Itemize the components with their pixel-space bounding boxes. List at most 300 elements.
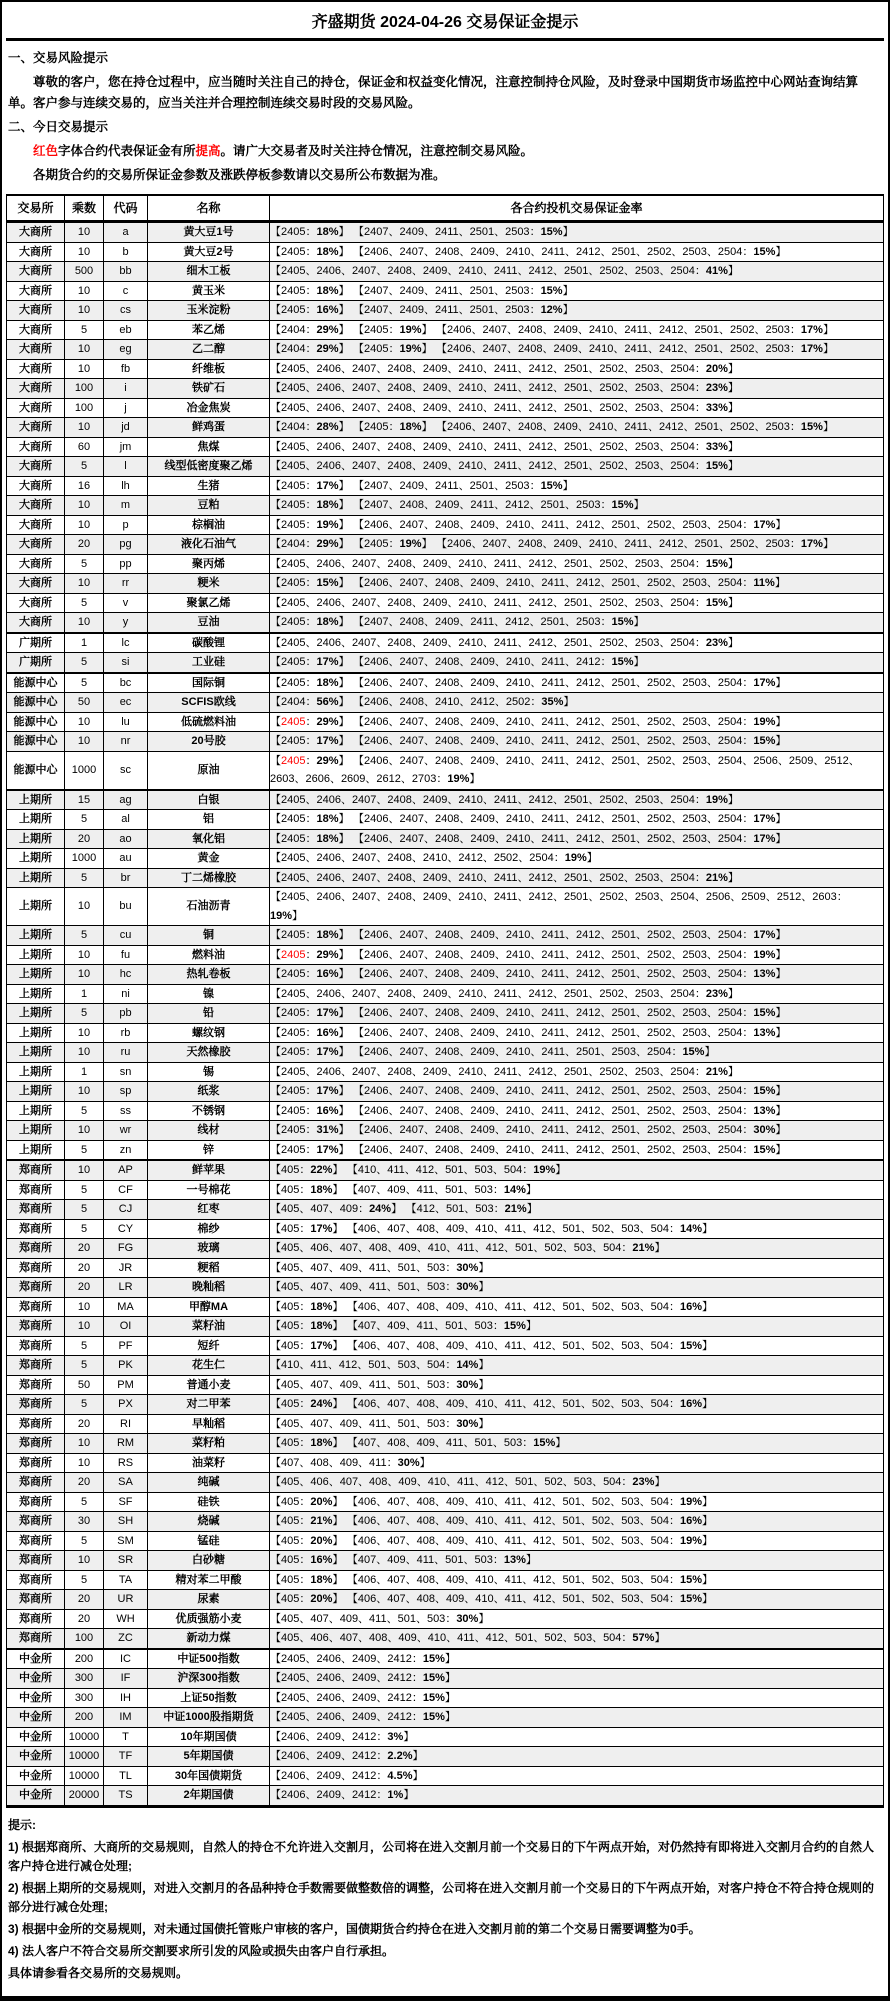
margin-segment: 【2405、2406、2409、2412：15%】 xyxy=(270,1672,456,1684)
margin-segment: 【2406、2407、2408、2409、2410、2411、2412、2501、2502、2503、2504：15%】 xyxy=(358,245,787,258)
exchange-cell: 上期所 xyxy=(7,926,65,946)
exchange-cell: 大商所 xyxy=(7,457,65,477)
margin-segment: 【2406、2407、2408、2409、2410、2411、2412、2501、2502、2503：17%】 xyxy=(441,323,834,336)
margin-rates-cell xyxy=(270,418,884,438)
raised-margin-contract: 2405 xyxy=(281,948,306,961)
table-row xyxy=(7,1453,884,1473)
exchange-cell: 郑商所 xyxy=(7,1297,65,1317)
margin-segment: 【2405、2406、2407、2408、2409、2410、2411、2412、2501、2502、2503、2504：41%】 xyxy=(270,265,739,277)
margin-rates-cell xyxy=(270,1317,884,1337)
code-cell: CJ xyxy=(104,1200,148,1220)
multiplier-cell: 100 xyxy=(65,379,104,399)
name-cell: 粳稻 xyxy=(148,1258,270,1278)
exchange-cell: 上期所 xyxy=(7,810,65,830)
margin-segment: 【2405、2406、2407、2408、2409、2410、2411、2412、2501、2502、2503、2504、2506、2509、2512、2603：19%】 xyxy=(270,891,848,922)
exchange-cell: 上期所 xyxy=(7,984,65,1004)
multiplier-cell: 10 xyxy=(65,732,104,752)
exchange-cell: 大商所 xyxy=(7,222,65,243)
table-row xyxy=(7,945,884,965)
name-cell: 油菜籽 xyxy=(148,1453,270,1473)
exchange-cell: 郑商所 xyxy=(7,1317,65,1337)
name-cell: 一号棉花 xyxy=(148,1180,270,1200)
multiplier-cell: 5 xyxy=(65,1200,104,1220)
name-cell: 沪深300指数 xyxy=(148,1669,270,1689)
exchange-cell: 中金所 xyxy=(7,1708,65,1728)
table-row xyxy=(7,1570,884,1590)
margin-segment: 【2406、2407、2408、2409、2410、2411、2412、2501、2502、2503、2504：19%】 xyxy=(358,715,787,728)
code-cell: IF xyxy=(104,1669,148,1689)
multiplier-cell: 10 xyxy=(65,1317,104,1337)
margin-segment: 【2406、2407、2408、2409、2410、2411、2412、2501、2502、2503、2504：13%】 xyxy=(358,1026,787,1039)
multiplier-cell: 5 xyxy=(65,1140,104,1160)
exchange-cell: 郑商所 xyxy=(7,1473,65,1493)
margin-segment: 【412、501、503：21%】 xyxy=(411,1203,538,1215)
margin-rates-cell xyxy=(270,535,884,555)
multiplier-cell: 10000 xyxy=(65,1747,104,1767)
margin-rates-cell xyxy=(270,379,884,399)
footer-title: 提示: xyxy=(8,1817,36,1832)
table-row xyxy=(7,1512,884,1532)
code-cell: jm xyxy=(104,437,148,457)
code-cell: T xyxy=(104,1727,148,1747)
table-row xyxy=(7,613,884,633)
multiplier-cell: 16 xyxy=(65,476,104,496)
margin-segment: 【2406、2407、2408、2409、2410、2411、2412、2501、2502、2503、2504：17%】 xyxy=(358,676,787,689)
table-row xyxy=(7,1219,884,1239)
margin-segment: 【2405：18%】 xyxy=(358,421,433,433)
margin-segment: 【2405、2406、2407、2408、2409、2410、2411、2412、2501、2502、2503、2504：15%】 xyxy=(270,557,739,570)
exchange-cell: 大商所 xyxy=(7,535,65,555)
margin-rates-cell xyxy=(270,1082,884,1102)
multiplier-cell: 10 xyxy=(65,1043,104,1063)
code-cell: hc xyxy=(104,965,148,985)
margin-segment: 【2405：18%】 xyxy=(270,245,350,258)
table-row xyxy=(7,515,884,535)
margin-rates-cell xyxy=(270,1180,884,1200)
exchange-cell: 上期所 xyxy=(7,1004,65,1024)
multiplier-cell: 5 xyxy=(65,1219,104,1239)
margin-rates-cell xyxy=(270,751,884,790)
table-row xyxy=(7,222,884,243)
table-row xyxy=(7,418,884,438)
code-cell: l xyxy=(104,457,148,477)
margin-segment: 【2407、2409、2411、2501、2503：15%】 xyxy=(358,284,574,297)
margin-rates-cell xyxy=(270,945,884,965)
margin-rates-cell xyxy=(270,1747,884,1767)
margin-rates-cell xyxy=(270,1414,884,1434)
exchange-cell: 上期所 xyxy=(7,790,65,810)
table-row xyxy=(7,593,884,613)
margin-segment: 【2405：17%】 xyxy=(270,479,350,492)
table-row xyxy=(7,1297,884,1317)
name-cell: 石油沥青 xyxy=(148,888,270,926)
table-row xyxy=(7,1786,884,1806)
margin-rates-cell xyxy=(270,653,884,673)
code-cell: pb xyxy=(104,1004,148,1024)
margin-segment: 【2405：18%】 xyxy=(270,499,350,511)
exchange-cell: 大商所 xyxy=(7,359,65,379)
code-cell: m xyxy=(104,496,148,516)
margin-rates-cell xyxy=(270,810,884,830)
table-row xyxy=(7,1043,884,1063)
name-cell: 氧化铝 xyxy=(148,829,270,849)
margin-segment: 【2406、2409、2412：2.2%】 xyxy=(270,1750,424,1762)
exchange-cell: 中金所 xyxy=(7,1727,65,1747)
name-cell: 焦煤 xyxy=(148,437,270,457)
margin-segment: 【2406、2407、2408、2409、2410、2411、2412、2501、2502、2503：17%】 xyxy=(441,343,834,355)
name-cell: 黄金 xyxy=(148,849,270,869)
name-cell: 纸浆 xyxy=(148,1082,270,1102)
code-cell: sc xyxy=(104,751,148,790)
multiplier-cell: 10 xyxy=(65,945,104,965)
margin-rates-cell xyxy=(270,262,884,282)
exchange-cell: 上期所 xyxy=(7,868,65,888)
footer-note-4: 4) 法人客户不符合交易所交割要求所引发的风险或损失由客户自行承担。 xyxy=(8,1943,395,1958)
margin-segment: 【2405、2406、2407、2408、2409、2410、2411、2412、2501、2502、2503、2504：15%】 xyxy=(270,596,739,609)
margin-segment: 【407、409、411、501、503：15%】 xyxy=(352,1320,537,1332)
margin-segment: 【2406、2407、2408、2409、2410、2411、2412、2501、2502、2503：17%】 xyxy=(441,538,834,550)
margin-segment: 【405、407、409、411、501、503：30%】 xyxy=(270,1378,490,1391)
multiplier-cell: 200 xyxy=(65,1649,104,1669)
margin-segment: 【2406、2407、2408、2409、2410、2411、2412、2501、2502、2503、2504：13%】 xyxy=(358,968,787,980)
params-paragraph: 各期货合约的交易所保证金参数及涨跌停板参数请以交易所公布数据为准。 xyxy=(33,168,446,182)
margin-segment: 【2406、2407、2408、2409、2410、2411、2412、2501、2502、2503、2504：15%】 xyxy=(358,1143,787,1156)
exchange-cell: 上期所 xyxy=(7,1062,65,1082)
margin-segment: 【2405：17%】 xyxy=(270,656,350,668)
code-cell: AP xyxy=(104,1160,148,1180)
margin-segment: 【2406、2409、2412：1%】 xyxy=(270,1789,415,1801)
margin-rates-cell xyxy=(270,1200,884,1220)
footer-note-2: 2) 根据上期所的交易规则，对进入交割月的各品种持仓手数需要做整数倍的调整，公司将在进入交割月前一个交易日的下午两点开始，对客户持仓不符合持仓规则的部分进行减仓处理; xyxy=(8,1880,875,1914)
table-row xyxy=(7,732,884,752)
name-cell: 低硫燃料油 xyxy=(148,712,270,732)
margin-segment: 【2406、2409、2412：4.5%】 xyxy=(270,1769,424,1782)
table-row xyxy=(7,340,884,360)
margin-segment: 【2405：16%】 xyxy=(270,968,350,980)
margin-segment: 【2407、2409、2411、2501、2503：15%】 xyxy=(358,226,574,238)
table-row xyxy=(7,1121,884,1141)
exchange-cell: 大商所 xyxy=(7,437,65,457)
margin-segment: 【2404：29%】 xyxy=(270,323,350,336)
table-row xyxy=(7,1356,884,1376)
multiplier-cell: 10 xyxy=(65,1297,104,1317)
table-row xyxy=(7,1551,884,1571)
margin-segment: 【2404：28%】 xyxy=(270,421,350,433)
name-cell: 尿素 xyxy=(148,1590,270,1610)
exchange-cell: 郑商所 xyxy=(7,1336,65,1356)
table-row xyxy=(7,1258,884,1278)
code-cell: CY xyxy=(104,1219,148,1239)
margin-segment: 【407、409、411、501、503：13%】 xyxy=(352,1554,537,1566)
table-row xyxy=(7,1434,884,1454)
table-row xyxy=(7,1727,884,1747)
margin-segment: 【2406、2407、2408、2409、2410、2411、2412、2501、2502、2503、2504：19%】 xyxy=(358,948,787,961)
table-row xyxy=(7,1766,884,1786)
margin-rates-cell xyxy=(270,222,884,243)
margin-rates-cell xyxy=(270,1395,884,1415)
margin-segment: 【405：18%】 xyxy=(270,1183,344,1196)
margin-rates-cell xyxy=(270,673,884,693)
exchange-cell: 郑商所 xyxy=(7,1492,65,1512)
margin-segment: 【410、411、412、501、503、504：14%】 xyxy=(270,1359,490,1371)
exchange-cell: 郑商所 xyxy=(7,1258,65,1278)
margin-segment: 【405：22%】 xyxy=(270,1164,344,1176)
multiplier-cell: 100 xyxy=(65,1629,104,1649)
margin-rates-cell xyxy=(270,1160,884,1180)
table-row xyxy=(7,1629,884,1649)
exchange-cell: 中金所 xyxy=(7,1766,65,1786)
multiplier-cell: 10 xyxy=(65,1434,104,1454)
name-cell: 铝 xyxy=(148,810,270,830)
table-row xyxy=(7,379,884,399)
exchange-cell: 能源中心 xyxy=(7,732,65,752)
exchange-cell: 上期所 xyxy=(7,829,65,849)
margin-segment: 【2405：17%】 xyxy=(270,1143,350,1156)
name-cell: 早籼稻 xyxy=(148,1414,270,1434)
table-row xyxy=(7,457,884,477)
footer-note-1: 1) 根据郑商所、大商所的交易规则，自然人的持仓不允许进入交割月，公司将在进入交割月前一个交易日的下午两点开始，对仍然持有即将进入交割月合约的自然人客户持仓进行减仓处理; xyxy=(8,1839,875,1873)
table-row xyxy=(7,693,884,713)
code-cell: j xyxy=(104,398,148,418)
multiplier-cell: 500 xyxy=(65,262,104,282)
exchange-cell: 郑商所 xyxy=(7,1512,65,1532)
code-cell: au xyxy=(104,849,148,869)
multiplier-cell: 5 xyxy=(65,1531,104,1551)
margin-rates-cell xyxy=(270,359,884,379)
name-cell: 铜 xyxy=(148,926,270,946)
margin-rates-cell xyxy=(270,574,884,594)
margin-rates-cell xyxy=(270,1570,884,1590)
name-cell: 液化石油气 xyxy=(148,535,270,555)
table-row xyxy=(7,712,884,732)
table-row xyxy=(7,301,884,321)
exchange-cell: 广期所 xyxy=(7,633,65,653)
margin-rates-cell xyxy=(270,1434,884,1454)
multiplier-cell: 5 xyxy=(65,1101,104,1121)
code-cell: sn xyxy=(104,1062,148,1082)
exchange-cell: 大商所 xyxy=(7,476,65,496)
table-row xyxy=(7,1200,884,1220)
margin-rates-cell xyxy=(270,340,884,360)
margin-rates-cell xyxy=(270,1258,884,1278)
margin-segment: 【2405：18%】 xyxy=(270,284,350,297)
name-cell: 碳酸锂 xyxy=(148,633,270,653)
exchange-cell: 上期所 xyxy=(7,849,65,869)
margin-segment: 【2406、2407、2408、2409、2410、2411、2412、2501、2502、2503、2504：15%】 xyxy=(358,1007,787,1019)
code-cell: lc xyxy=(104,633,148,653)
margin-rates-cell xyxy=(270,1590,884,1610)
code-cell: SM xyxy=(104,1531,148,1551)
table-row xyxy=(7,398,884,418)
multiplier-cell: 15 xyxy=(65,790,104,810)
name-cell: 聚氯乙烯 xyxy=(148,593,270,613)
margin-segment: 【2406、2407、2408、2409、2410、2411、2412、2501、2502、2503：15%】 xyxy=(441,421,834,433)
margin-segment: 【406、407、408、409、410、411、412、501、502、503、504：14%】 xyxy=(352,1222,713,1235)
code-cell: RI xyxy=(104,1414,148,1434)
margin-segment: 【2405：15%】 xyxy=(270,577,350,589)
today-paragraph-rest: 。请广大交易者及时关注持仓情况，注意控制交易风险。 xyxy=(220,144,534,158)
margin-segment: 【406、407、408、409、410、411、412、501、502、503、504：19%】 xyxy=(352,1534,713,1547)
name-cell: 10年期国债 xyxy=(148,1727,270,1747)
table-row xyxy=(7,1140,884,1160)
exchange-cell: 大商所 xyxy=(7,301,65,321)
name-cell: 中证500指数 xyxy=(148,1649,270,1669)
margin-segment: 【406、407、408、409、410、411、412、501、502、503、504：16%】 xyxy=(352,1300,713,1313)
exchange-cell: 郑商所 xyxy=(7,1278,65,1298)
name-cell: 不锈钢 xyxy=(148,1101,270,1121)
margin-segment: 【2405、2406、2407、2408、2409、2410、2411、2412、2501、2502、2503、2504：21%】 xyxy=(270,871,739,884)
margin-segment: 【405、407、409、411、501、503：30%】 xyxy=(270,1417,490,1430)
code-cell: IC xyxy=(104,1649,148,1669)
name-cell: 纯碱 xyxy=(148,1473,270,1493)
margin-segment: 【2405：29%】 xyxy=(270,715,350,728)
header-name: 名称 xyxy=(148,195,270,222)
exchange-cell: 上期所 xyxy=(7,1101,65,1121)
multiplier-cell: 10 xyxy=(65,1551,104,1571)
exchange-cell: 郑商所 xyxy=(7,1414,65,1434)
margin-segment: 【2405、2406、2407、2408、2409、2410、2411、2412、2501、2502、2503、2504：23%】 xyxy=(270,636,739,649)
margin-rates-cell xyxy=(270,1140,884,1160)
exchange-cell: 能源中心 xyxy=(7,751,65,790)
name-cell: 工业硅 xyxy=(148,653,270,673)
name-cell: 天然橡胶 xyxy=(148,1043,270,1063)
table-row xyxy=(7,653,884,673)
margin-segment: 【2406、2407、2408、2409、2410、2411、2412、2501、2502、2503、2504：17%】 xyxy=(358,813,787,825)
margin-rates-cell xyxy=(270,1004,884,1024)
exchange-cell: 大商所 xyxy=(7,262,65,282)
multiplier-cell: 20 xyxy=(65,1609,104,1629)
code-cell: fu xyxy=(104,945,148,965)
today-heading: 二、今日交易提示 xyxy=(8,120,109,134)
margin-segment: 【2405：18%】 xyxy=(270,676,350,689)
multiplier-cell: 50 xyxy=(65,693,104,713)
header-multiplier: 乘数 xyxy=(65,195,104,222)
margin-segment: 【405：18%】 xyxy=(270,1573,344,1586)
margin-rates-cell xyxy=(270,1708,884,1728)
name-cell: 燃料油 xyxy=(148,945,270,965)
multiplier-cell: 10000 xyxy=(65,1766,104,1786)
exchange-cell: 能源中心 xyxy=(7,673,65,693)
table-row xyxy=(7,849,884,869)
margin-rates-cell xyxy=(270,320,884,340)
code-cell: ao xyxy=(104,829,148,849)
margin-segment: 【2405：17%】 xyxy=(270,1007,350,1019)
margin-rates-cell xyxy=(270,1727,884,1747)
margin-rates-cell xyxy=(270,1375,884,1395)
margin-rates-cell xyxy=(270,633,884,653)
code-cell: IM xyxy=(104,1708,148,1728)
table-row xyxy=(7,965,884,985)
margin-rates-cell xyxy=(270,1023,884,1043)
margin-segment: 【405、406、407、408、409、410、411、412、501、502、503、504：21%】 xyxy=(270,1242,666,1254)
name-cell: 棉纱 xyxy=(148,1219,270,1239)
header-margin-rate: 各合约投机交易保证金率 xyxy=(270,195,884,222)
margin-rates-cell xyxy=(270,693,884,713)
table-row xyxy=(7,1336,884,1356)
code-cell: JR xyxy=(104,1258,148,1278)
exchange-cell: 郑商所 xyxy=(7,1219,65,1239)
multiplier-cell: 20 xyxy=(65,535,104,555)
name-cell: 丁二烯橡胶 xyxy=(148,868,270,888)
exchange-cell: 大商所 xyxy=(7,418,65,438)
footer-tail: 具体请参看各交易所的交易规则。 xyxy=(8,1965,189,1980)
table-row xyxy=(7,926,884,946)
name-cell: 黄大豆1号 xyxy=(148,222,270,243)
exchange-cell: 上期所 xyxy=(7,1043,65,1063)
multiplier-cell: 10 xyxy=(65,1121,104,1141)
margin-segment: 【405、407、409：24%】 xyxy=(270,1203,403,1215)
exchange-cell: 上期所 xyxy=(7,888,65,926)
margin-segment: 【2405、2406、2409、2412：15%】 xyxy=(270,1652,456,1665)
name-cell: 对二甲苯 xyxy=(148,1395,270,1415)
table-row xyxy=(7,1023,884,1043)
table-row xyxy=(7,1414,884,1434)
code-cell: cu xyxy=(104,926,148,946)
code-cell: br xyxy=(104,868,148,888)
name-cell: 生猪 xyxy=(148,476,270,496)
margin-rates-cell xyxy=(270,1649,884,1669)
margin-segment: 【405：18%】 xyxy=(270,1320,344,1332)
table-row xyxy=(7,262,884,282)
name-cell: 短纤 xyxy=(148,1336,270,1356)
multiplier-cell: 10 xyxy=(65,281,104,301)
name-cell: 硅铁 xyxy=(148,1492,270,1512)
margin-rates-cell xyxy=(270,1278,884,1298)
margin-rates-cell xyxy=(270,301,884,321)
name-cell: 镍 xyxy=(148,984,270,1004)
multiplier-cell: 10 xyxy=(65,340,104,360)
table-row xyxy=(7,1101,884,1121)
today-paragraph-mid: 字体合约代表保证金有所 xyxy=(58,144,196,158)
code-cell: v xyxy=(104,593,148,613)
margin-rates-cell xyxy=(270,829,884,849)
margin-rates-cell xyxy=(270,242,884,262)
margin-segment: 【406、407、408、409、410、411、412、501、502、503、504：15%】 xyxy=(352,1593,713,1605)
header-code: 代码 xyxy=(104,195,148,222)
table-row xyxy=(7,673,884,693)
margin-rates-cell xyxy=(270,965,884,985)
margin-segment: 【2405：29%】 xyxy=(270,948,350,961)
multiplier-cell: 5 xyxy=(65,320,104,340)
margin-segment: 【2405：17%】 xyxy=(270,1085,350,1097)
name-cell: 玉米淀粉 xyxy=(148,301,270,321)
margin-segment: 【2405、2406、2407、2408、2409、2410、2411、2412、2501、2502、2503、2504：33%】 xyxy=(270,401,739,414)
multiplier-cell: 20 xyxy=(65,1590,104,1610)
exchange-cell: 郑商所 xyxy=(7,1590,65,1610)
margin-segment: 【2405：18%】 xyxy=(270,226,350,238)
name-cell: 白砂糖 xyxy=(148,1551,270,1571)
margin-segment: 【2406、2407、2408、2409、2410、2411、2501、2503、2504：15%】 xyxy=(358,1046,716,1058)
margin-rates-cell xyxy=(270,868,884,888)
name-cell: 铁矿石 xyxy=(148,379,270,399)
table-row xyxy=(7,1180,884,1200)
name-cell: SCFIS欧线 xyxy=(148,693,270,713)
name-cell: 玻璃 xyxy=(148,1239,270,1259)
table-row xyxy=(7,984,884,1004)
name-cell: 2年期国债 xyxy=(148,1786,270,1806)
table-row xyxy=(7,496,884,516)
margin-rates-cell xyxy=(270,1239,884,1259)
margin-rates-cell xyxy=(270,1669,884,1689)
margin-segment: 【405：16%】 xyxy=(270,1554,344,1566)
exchange-cell: 大商所 xyxy=(7,242,65,262)
margin-segment: 【407、408、409、411：30%】 xyxy=(270,1456,431,1469)
name-cell: 乙二醇 xyxy=(148,340,270,360)
name-cell: 原油 xyxy=(148,751,270,790)
code-cell: eb xyxy=(104,320,148,340)
margin-rates-cell xyxy=(270,1609,884,1629)
table-row xyxy=(7,1688,884,1708)
